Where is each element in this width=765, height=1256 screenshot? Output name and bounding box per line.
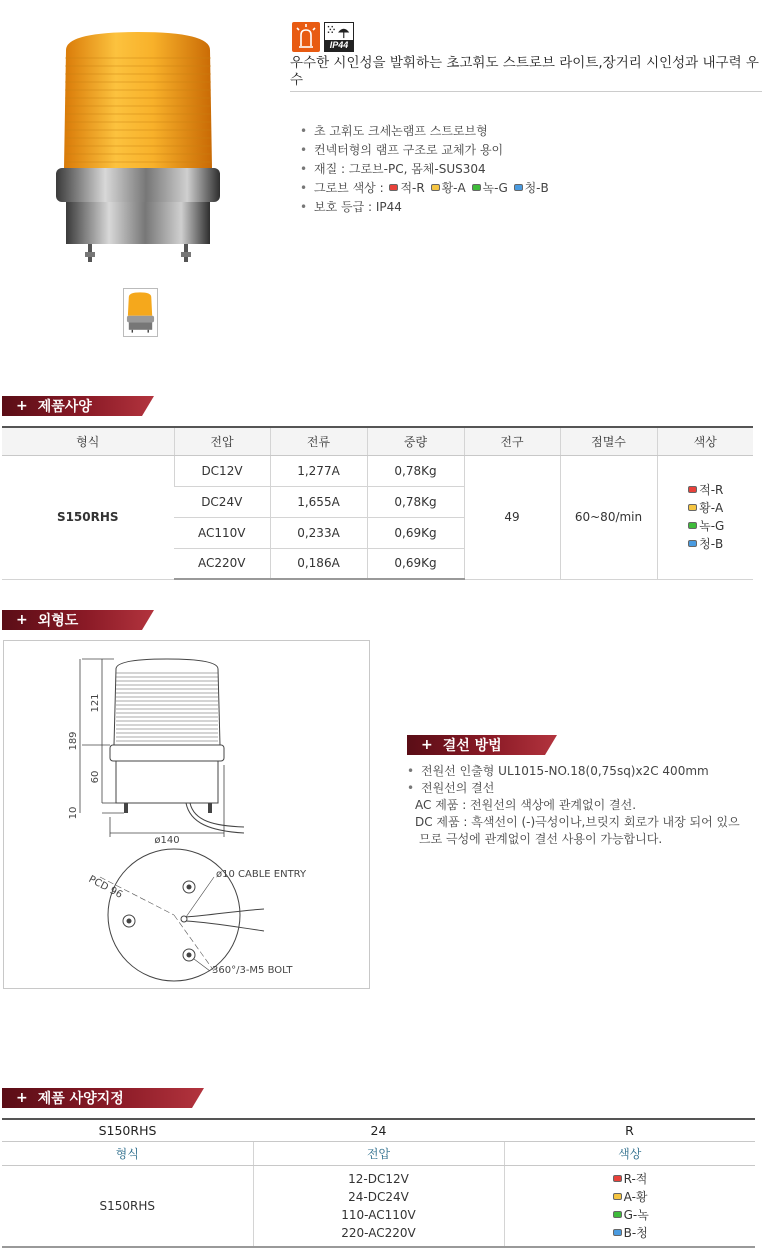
voltage-cell: AC110V	[174, 517, 270, 548]
red-swatch-icon	[613, 1175, 622, 1182]
color-green: 녹-G	[699, 519, 725, 533]
plus-icon: +	[16, 612, 28, 628]
header-weight: 중량	[367, 427, 464, 455]
green-swatch-icon	[613, 1211, 622, 1218]
table-row	[2, 455, 753, 486]
wiring-line: • 전원선 인출형 UL1015-NO.18(0,75sq)x2C 400mm	[407, 763, 740, 780]
red-swatch-icon	[389, 184, 398, 191]
product-photo	[52, 28, 224, 268]
color-green: 녹-G	[482, 181, 508, 195]
wiring-dc-cont: 므로 극성에 관계없이 결선 사용이 가능합니다.	[419, 832, 663, 846]
dim-189-label: 189	[68, 731, 79, 751]
spec-section-banner	[2, 396, 92, 416]
spec-table	[2, 426, 753, 580]
amber-swatch-icon	[431, 184, 440, 191]
feature-item: • 보호 등급 : IP44	[300, 198, 549, 217]
drawing-section-banner	[2, 610, 78, 630]
color-amber: 황-A	[699, 501, 724, 515]
feature-item: • 컨넥터형의 램프 구조로 교체가 용이	[300, 141, 549, 160]
color-option: R-적	[623, 1171, 648, 1186]
feature-list	[300, 122, 549, 217]
color-option: G-녹	[623, 1207, 649, 1222]
voltage-option: 12-DC12V	[348, 1171, 409, 1186]
feature-item-colors	[300, 179, 549, 198]
product-headline: 우수한 시인성을 발휘하는 초고휘도 스트로브 라이트,장거리 시인성과 내구력 우수	[290, 55, 762, 92]
header-voltage: 전압	[174, 427, 270, 455]
order-header-voltage: 전압	[253, 1141, 504, 1165]
color-option: B-청	[623, 1225, 648, 1240]
blue-swatch-icon	[514, 184, 523, 191]
red-swatch-icon	[688, 486, 697, 493]
dim-10-label: 10	[68, 806, 79, 820]
weight-cell: 0,69Kg	[367, 548, 464, 579]
order-section-title: 제품 사양지정	[37, 1091, 124, 1107]
feature-item: • 재질 : 그로브-PC, 몸체-SUS304	[300, 160, 549, 179]
feature-colors-label: 그로브 색상 :	[314, 181, 384, 195]
current-cell: 1,277A	[270, 455, 367, 486]
current-cell: 0,186A	[270, 548, 367, 579]
order-header-model: 형식	[2, 1141, 253, 1165]
order-table	[2, 1118, 755, 1248]
weight-cell: 0,78Kg	[367, 455, 464, 486]
blue-swatch-icon	[613, 1229, 622, 1236]
wiring-section-banner	[407, 735, 502, 755]
bulb-cell: 49	[464, 455, 560, 579]
feature-icons	[292, 22, 354, 52]
voltage-cell: DC24V	[174, 486, 270, 517]
color-red: 적-R	[400, 181, 425, 195]
dim-60-label: 60	[90, 770, 101, 784]
color-option: A-황	[623, 1189, 648, 1204]
cable-entry-label: ø10 CABLE ENTRY	[216, 869, 307, 880]
order-code-voltage: 24	[253, 1119, 504, 1141]
current-cell: 0,233A	[270, 517, 367, 548]
green-swatch-icon	[472, 184, 481, 191]
order-header-color: 색상	[504, 1141, 755, 1165]
dim-121-label: 121	[90, 693, 101, 713]
wiring-instructions	[407, 763, 740, 848]
order-code-color: R	[504, 1119, 755, 1141]
order-voltage-cell	[253, 1165, 504, 1247]
wiring-line: • 전원선의 결선	[407, 780, 740, 797]
color-blue: 청-B	[524, 181, 549, 195]
table-row	[2, 1165, 755, 1247]
dim-140-label: ø140	[154, 835, 180, 846]
drawing-section-title: 외형도	[37, 613, 79, 629]
order-section-banner	[2, 1088, 124, 1108]
weight-cell: 0,69Kg	[367, 517, 464, 548]
voltage-option: 24-DC24V	[348, 1189, 409, 1204]
green-swatch-icon	[688, 522, 697, 529]
voltage-option: 220-AC220V	[341, 1225, 416, 1240]
wiring-dc: DC 제품 : 흑색선이 (-)극성이나,브릿지 회로가 내장 되어 있으	[415, 815, 740, 829]
spec-section-title: 제품사양	[37, 399, 92, 415]
header-color: 색상	[657, 427, 753, 455]
header-bulb: 전구	[464, 427, 560, 455]
weight-cell: 0,78Kg	[367, 486, 464, 517]
header-flash: 점멸수	[560, 427, 657, 455]
voltage-option: 110-AC110V	[341, 1207, 416, 1222]
current-cell: 1,655A	[270, 486, 367, 517]
strobe-icon	[292, 22, 320, 52]
color-blue: 청-B	[699, 537, 724, 551]
dimension-drawing	[3, 640, 370, 989]
pcd-label: PCD 96	[86, 873, 125, 901]
voltage-cell: DC12V	[174, 455, 270, 486]
plus-icon: +	[16, 1090, 28, 1106]
ip44-icon	[324, 22, 354, 52]
amber-swatch-icon	[688, 504, 697, 511]
ip-badge-text: IP44	[325, 40, 353, 51]
model-cell: S150RHS	[2, 455, 174, 579]
order-code-model: S150RHS	[2, 1119, 253, 1141]
order-model-cell: S150RHS	[2, 1165, 253, 1247]
header-current: 전류	[270, 427, 367, 455]
amber-swatch-icon	[613, 1193, 622, 1200]
wiring-section-title: 결선 방법	[442, 738, 502, 754]
blue-swatch-icon	[688, 540, 697, 547]
order-code-row	[2, 1119, 755, 1141]
color-cell	[657, 455, 753, 579]
plus-icon: +	[16, 398, 28, 414]
plus-icon: +	[421, 737, 433, 753]
wiring-ac: AC 제품 : 전원선의 색상에 관계없이 결선.	[415, 798, 637, 812]
color-amber: 황-A	[441, 181, 466, 195]
color-red: 적-R	[699, 483, 724, 497]
feature-item: • 초 고휘도 크세논램프 스트로브형	[300, 122, 549, 141]
header-model: 형식	[2, 427, 174, 455]
product-thumbnail[interactable]	[123, 288, 158, 337]
order-color-cell	[504, 1165, 755, 1247]
voltage-cell: AC220V	[174, 548, 270, 579]
bolt-label: 360°/3-M5 BOLT	[212, 965, 293, 976]
flash-cell: 60~80/min	[560, 455, 657, 579]
